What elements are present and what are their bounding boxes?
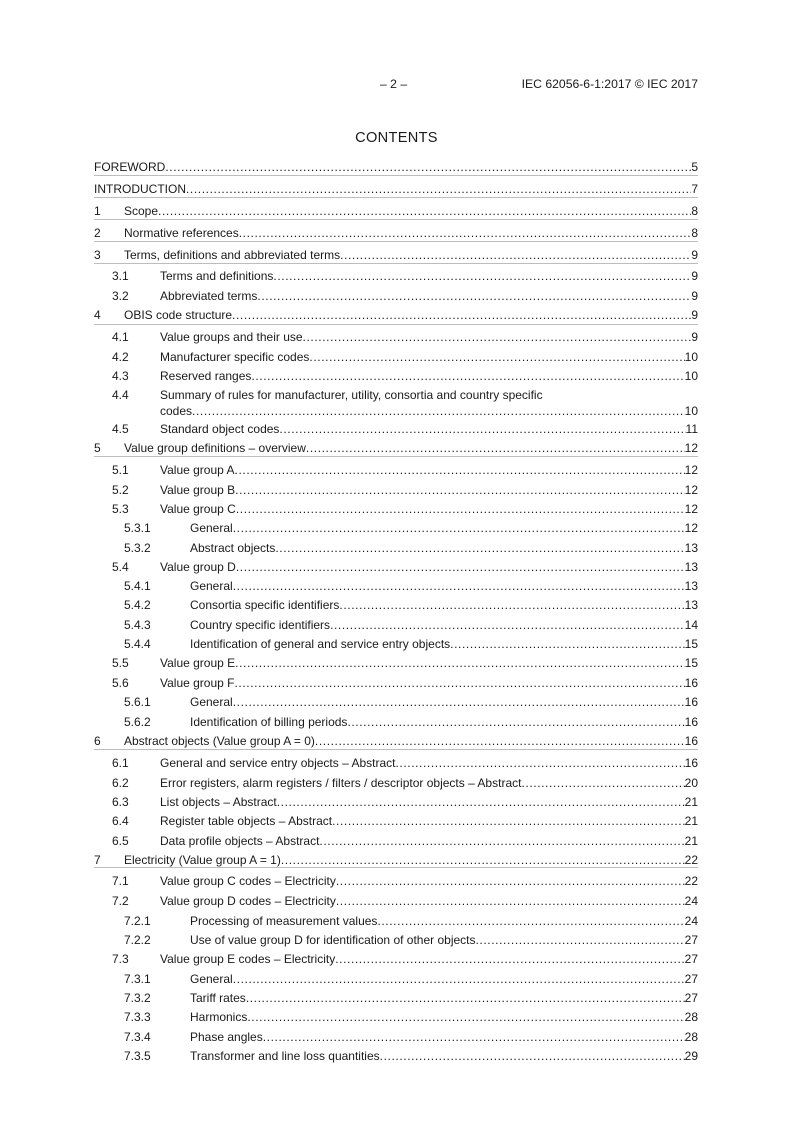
toc-entry[interactable] [94, 991, 698, 1005]
toc-entry-title: Register table objects – Abstract [160, 814, 333, 828]
toc-entry-title: Value group B [160, 483, 236, 497]
toc-entry-title: General [190, 579, 233, 593]
toc-entry-number: 7.3.3 [124, 1010, 151, 1024]
toc-entry-number: 7.3.4 [124, 1030, 151, 1044]
toc-entry-number: 4.2 [112, 350, 129, 364]
toc-entry-number: 7.1 [112, 874, 129, 888]
toc-leader-dots [233, 695, 685, 709]
section-divider [94, 175, 698, 176]
toc-entry-title: Terms and definitions [160, 269, 274, 283]
toc-leader-dots [236, 560, 685, 574]
toc-entry-page: 9 [691, 289, 698, 303]
toc-entry-title: List objects – Abstract [160, 795, 277, 809]
toc-leader-dots [339, 598, 684, 612]
toc-leader-dots [232, 308, 691, 322]
toc-entry-title: OBIS code structure [124, 308, 233, 322]
toc-entry-title: Use of value group D for identification of other objects [190, 933, 476, 947]
toc-entry-title: codes [160, 404, 193, 418]
section-divider [94, 867, 698, 868]
toc-leader-dots [330, 618, 685, 632]
toc-leader-dots [336, 894, 685, 908]
toc-entry-page: 28 [684, 1030, 698, 1044]
page-title: CONTENTS [355, 130, 438, 146]
toc-entry-title: Identification of billing periods [190, 715, 348, 729]
toc-leader-dots [263, 1030, 685, 1044]
toc-entry[interactable] [94, 182, 698, 196]
toc-entry-number: 5.4 [112, 560, 129, 574]
toc-entry-number: 5.5 [112, 656, 129, 670]
toc-leader-dots [521, 776, 684, 790]
toc-entry-number: 6.3 [112, 795, 129, 809]
toc-entry[interactable] [94, 1010, 698, 1024]
toc-entry[interactable] [94, 734, 698, 748]
toc-entry[interactable] [94, 834, 698, 848]
toc-entry-page: 27 [684, 972, 698, 986]
toc-entry-page: 14 [684, 618, 698, 632]
toc-entry-number: 5.4.4 [124, 637, 151, 651]
toc-entry-page: 9 [691, 248, 698, 262]
toc-entry-title: Error registers, alarm registers / filters / descriptor objects – Abstract [160, 776, 522, 790]
toc-entry-page: 9 [691, 308, 698, 322]
toc-entry[interactable] [94, 502, 698, 516]
toc-entry[interactable] [94, 933, 698, 947]
toc-entry-number: 5.6.1 [124, 695, 151, 709]
toc-entry-page: 24 [684, 894, 698, 908]
toc-entry-number: 7.2.1 [124, 914, 151, 928]
toc-entry-page: 27 [684, 991, 698, 1005]
toc-leader-dots [235, 463, 685, 477]
toc-entry-page: 13 [684, 560, 698, 574]
toc-entry-title: INTRODUCTION [94, 182, 186, 196]
toc-leader-dots [233, 579, 685, 593]
toc-entry-number: 2 [94, 226, 101, 240]
toc-entry-title: General [190, 695, 233, 709]
toc-leader-dots [347, 715, 684, 729]
toc-entry-number: 4.1 [112, 330, 129, 344]
toc-leader-dots [340, 248, 691, 262]
toc-entry-page: 22 [684, 874, 698, 888]
toc-entry-title: Value group C [160, 502, 236, 516]
section-divider [94, 749, 698, 750]
toc-leader-dots [306, 441, 685, 455]
toc-entry[interactable] [94, 248, 698, 262]
section-divider [94, 456, 698, 457]
toc-entry-page: 16 [684, 676, 698, 690]
toc-entry-number: 5.4.3 [124, 618, 151, 632]
toc-entry-page: 15 [684, 656, 698, 670]
toc-entry[interactable] [94, 1049, 698, 1063]
toc-entry-page: 13 [684, 598, 698, 612]
toc-entry-number: 5.4.1 [124, 579, 151, 593]
section-divider [94, 197, 698, 198]
toc-entry[interactable] [94, 972, 698, 986]
toc-entry-page: 8 [691, 226, 698, 240]
toc-entry-number: 7.3.2 [124, 991, 151, 1005]
toc-entry[interactable] [94, 874, 698, 888]
toc-entry[interactable] [94, 1030, 698, 1044]
toc-entry-page: 16 [684, 715, 698, 729]
toc-leader-dots [235, 483, 684, 497]
toc-entry-number: 7.3.1 [124, 972, 151, 986]
toc-entry-title: General [190, 521, 233, 535]
toc-leader-dots [315, 734, 685, 748]
toc-entry[interactable] [94, 676, 698, 690]
section-divider [94, 324, 698, 325]
toc-entry-page: 27 [684, 952, 698, 966]
toc-entry[interactable] [94, 160, 698, 174]
toc-entry-number: 7.2 [112, 894, 129, 908]
toc-entry-number: 5.4.2 [124, 598, 151, 612]
toc-entry[interactable] [94, 914, 698, 928]
toc-entry-page: 12 [684, 441, 698, 455]
toc-leader-dots [246, 991, 685, 1005]
toc-entry-page: 21 [684, 834, 698, 848]
toc-entry-page: 16 [684, 756, 698, 770]
toc-entry-page: 12 [684, 521, 698, 535]
toc-entry[interactable] [94, 695, 698, 709]
toc-entry-page: 9 [691, 330, 698, 344]
toc-entry-title: Normative references [124, 226, 239, 240]
toc-entry-number: 4 [94, 308, 101, 322]
toc-leader-dots [236, 502, 685, 516]
toc-leader-dots [335, 952, 684, 966]
toc-entry-number: 5.3.2 [124, 541, 151, 555]
toc-entry[interactable] [94, 579, 698, 593]
toc-entry-title: Value group A [160, 463, 235, 477]
toc-entry-page: 13 [684, 541, 698, 555]
toc-entry-page: 29 [684, 1049, 698, 1063]
toc-entry-number: 5.2 [112, 483, 129, 497]
toc-entry-page: 12 [684, 483, 698, 497]
toc-entry[interactable] [94, 441, 698, 455]
toc-entry-title-line1: Summary of rules for manufacturer, utility, consortia and country specific [160, 388, 543, 402]
toc-entry-page: 10 [684, 350, 698, 364]
toc-leader-dots [239, 226, 692, 240]
toc-entry-title: Value group F [160, 676, 235, 690]
toc-entry-title: Scope [124, 204, 159, 218]
page-header [0, 77, 793, 93]
toc-entry-title: Tariff rates [190, 991, 246, 1005]
toc-entry-number: 6.4 [112, 814, 129, 828]
toc-entry-title: Standard object codes [160, 422, 280, 436]
toc-entry[interactable] [94, 560, 698, 574]
document-id: IEC 62056-6-1:2017 © IEC 2017 [521, 77, 698, 91]
toc-entry[interactable] [94, 269, 698, 283]
toc-leader-dots [332, 814, 685, 828]
toc-entry-page: 10 [684, 404, 698, 418]
toc-entry-title: Value group E codes – Electricity [160, 952, 336, 966]
toc-leader-dots [235, 656, 684, 670]
toc-entry-title: Data profile objects – Abstract [160, 834, 320, 848]
toc-entry-number: 3.1 [112, 269, 129, 283]
toc-leader-dots [303, 330, 692, 344]
toc-entry-number: 5 [94, 441, 101, 455]
toc-entry[interactable] [94, 853, 698, 867]
toc-entry-number: 5.3.1 [124, 521, 151, 535]
toc-entry-page: 27 [684, 933, 698, 947]
page-number: – 2 – [380, 77, 408, 91]
toc-leader-dots [395, 756, 684, 770]
toc-leader-dots [247, 1010, 684, 1024]
toc-entry-number: 5.6 [112, 676, 129, 690]
toc-entry-title: Terms, definitions and abbreviated terms [124, 248, 341, 262]
toc-entry-title: Harmonics [190, 1010, 248, 1024]
toc-entry[interactable] [94, 776, 698, 790]
toc-entry-number: 4.5 [112, 422, 129, 436]
toc-entry-title: Phase angles [190, 1030, 263, 1044]
toc-entry-page: 10 [684, 369, 698, 383]
toc-entry-number: 6.1 [112, 756, 129, 770]
toc-entry-number: 6 [94, 734, 101, 748]
toc-entry[interactable] [94, 330, 698, 344]
toc-leader-dots [186, 182, 691, 196]
toc-entry-title: General [190, 972, 233, 986]
toc-entry-page: 20 [684, 776, 698, 790]
toc-entry-page: 11 [685, 422, 698, 436]
toc-entry-title: Transformer and line loss quantities [190, 1049, 380, 1063]
toc-entry-title: Reserved ranges [160, 369, 252, 383]
toc-entry-page: 24 [684, 914, 698, 928]
toc-leader-dots [336, 874, 685, 888]
toc-entry[interactable] [94, 204, 698, 218]
toc-entry-title: Abstract objects [190, 541, 276, 555]
toc-entry[interactable] [94, 814, 698, 828]
toc-entry[interactable] [94, 894, 698, 908]
toc-entry[interactable] [94, 388, 698, 418]
toc-entry-page: 7 [691, 182, 698, 196]
toc-entry-title: Country specific identifiers [190, 618, 331, 632]
toc-entry-number: 6.2 [112, 776, 129, 790]
toc-entry-page: 16 [684, 695, 698, 709]
toc-leader-dots [380, 1049, 685, 1063]
toc-entry-number: 1 [94, 204, 101, 218]
toc-entry-page: 21 [684, 814, 698, 828]
toc-leader-dots [309, 350, 684, 364]
toc-entry-title: Electricity (Value group A = 1) [124, 853, 281, 867]
toc-entry[interactable] [94, 463, 698, 477]
toc-entry[interactable] [94, 422, 698, 436]
toc-entry-number: 6.5 [112, 834, 129, 848]
toc-entry-number: 7.3 [112, 952, 129, 966]
toc-entry-number: 3 [94, 248, 101, 262]
toc-entry-number: 7.3.5 [124, 1049, 151, 1063]
toc-entry[interactable] [94, 483, 698, 497]
toc-leader-dots [192, 404, 685, 418]
toc-entry[interactable] [94, 618, 698, 632]
toc-leader-dots [281, 853, 685, 867]
toc-entry-title: Manufacturer specific codes [160, 350, 310, 364]
toc-entry-title: Processing of measurement values [190, 914, 378, 928]
toc-entry-title: Consortia specific identifiers [190, 598, 340, 612]
toc-entry-page: 9 [691, 269, 698, 283]
toc-entry-page: 22 [684, 853, 698, 867]
toc-entry[interactable] [94, 952, 698, 966]
toc-entry-page: 21 [684, 795, 698, 809]
toc-entry-title: Value group D codes – Electricity [160, 894, 336, 908]
toc-entry[interactable] [94, 756, 698, 770]
section-divider [94, 219, 698, 220]
toc-entry[interactable] [94, 598, 698, 612]
section-divider [94, 241, 698, 242]
toc-leader-dots [165, 160, 691, 174]
toc-entry-title: Abstract objects (Value group A = 0) [124, 734, 315, 748]
toc-entry-number: 5.6.2 [124, 715, 151, 729]
toc-entry-page: 28 [684, 1010, 698, 1024]
toc-entry-title: FOREWORD [94, 160, 166, 174]
toc-entry-page: 16 [684, 734, 698, 748]
toc-entry[interactable] [94, 289, 698, 303]
toc-entry-title: Value group D [160, 560, 236, 574]
toc-entry-title: Identification of general and service entry objects [190, 637, 451, 651]
toc-entry-number: 7.2.2 [124, 933, 151, 947]
toc-leader-dots [158, 204, 691, 218]
toc-entry-page: 13 [684, 579, 698, 593]
toc-entry[interactable] [94, 715, 698, 729]
toc-entry[interactable] [94, 308, 698, 322]
toc-entry-number: 5.1 [112, 463, 129, 477]
toc-entry-number: 7 [94, 853, 101, 867]
toc-leader-dots [233, 521, 685, 535]
toc-entry[interactable] [94, 226, 698, 240]
toc-leader-dots [279, 422, 685, 436]
section-divider [94, 263, 698, 264]
toc-entry-number: 4.3 [112, 369, 129, 383]
toc-leader-dots [377, 914, 684, 928]
toc-entry-title: Abbreviated terms [160, 289, 258, 303]
toc-entry[interactable] [94, 369, 698, 383]
toc-entry[interactable] [94, 350, 698, 364]
toc-leader-dots [450, 637, 684, 651]
toc-entry[interactable] [94, 521, 698, 535]
toc-leader-dots [275, 541, 684, 555]
toc-entry[interactable] [94, 795, 698, 809]
toc-entry-page: 5 [691, 160, 698, 174]
toc-entry[interactable] [94, 637, 698, 651]
toc-entry-title: Value group C codes – Electricity [160, 874, 336, 888]
toc-entry-title: General and service entry objects – Abstract [160, 756, 396, 770]
toc-entry-title: Value groups and their use [160, 330, 303, 344]
toc-leader-dots [251, 369, 684, 383]
toc-leader-dots [273, 269, 691, 283]
toc-entry-number: 5.3 [112, 502, 129, 516]
toc-leader-dots [257, 289, 691, 303]
toc-leader-dots [277, 795, 685, 809]
toc-entry[interactable] [94, 656, 698, 670]
toc-leader-dots [235, 676, 685, 690]
toc-entry-title: Value group definitions – overview [124, 441, 306, 455]
toc-entry-page: 8 [691, 204, 698, 218]
toc-entry-page: 15 [684, 637, 698, 651]
toc-leader-dots [233, 972, 685, 986]
toc-entry-number: 3.2 [112, 289, 129, 303]
toc-leader-dots [319, 834, 684, 848]
toc-leader-dots [476, 933, 685, 947]
toc-entry[interactable] [94, 541, 698, 555]
toc-entry-page: 12 [684, 502, 698, 516]
toc-entry-page: 12 [684, 463, 698, 477]
toc-entry-title: Value group E [160, 656, 236, 670]
toc-entry-number: 4.4 [112, 388, 129, 402]
